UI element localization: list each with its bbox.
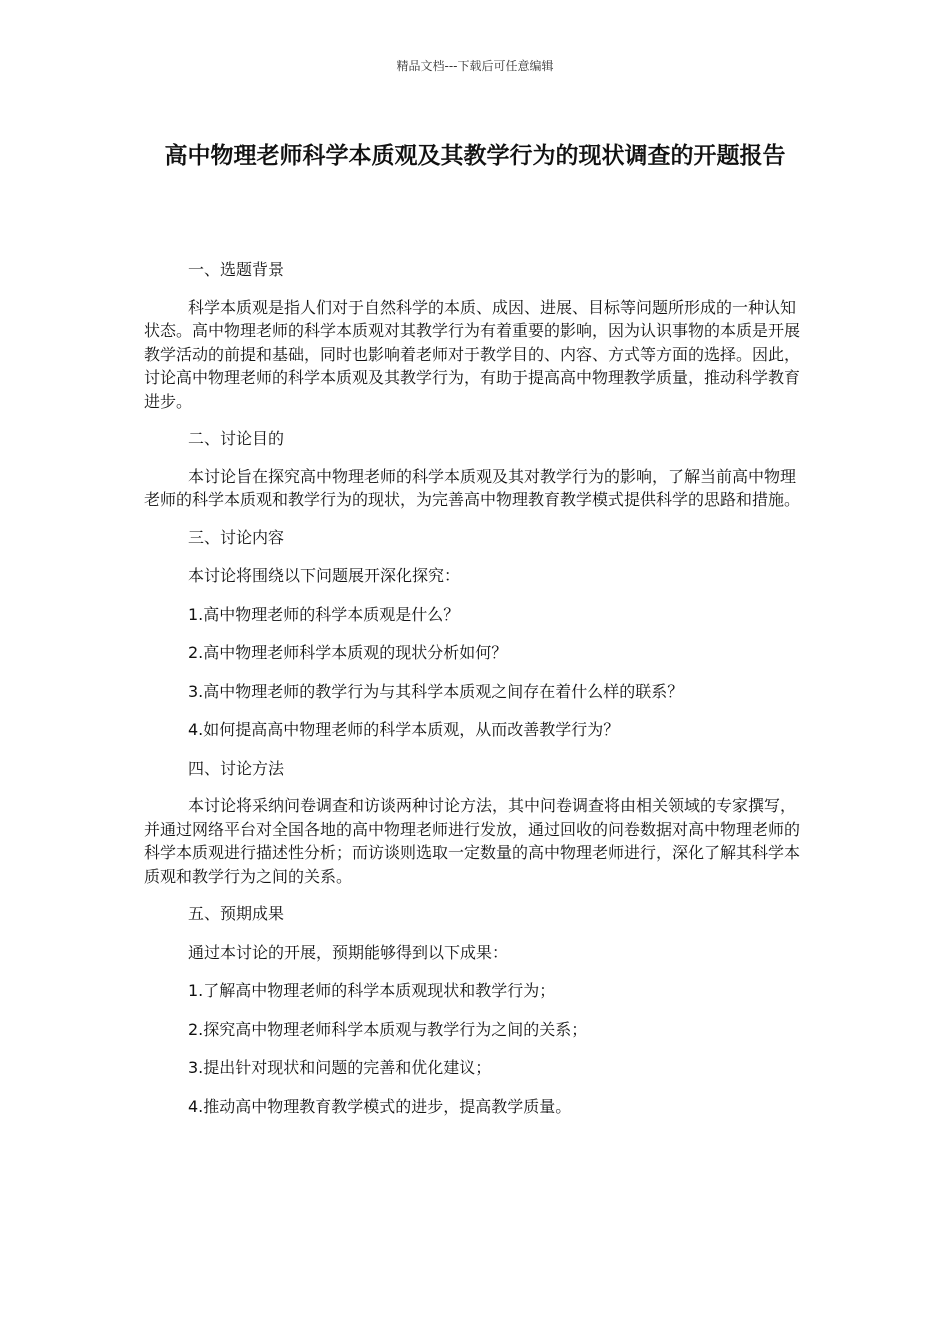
- paragraph-purpose: 本讨论旨在探究高中物理老师的科学本质观及其对教学行为的影响，了解当前高中物理老师的科学本质观和教学行为的现状，为完善高中物理教育教学模式提供科学的思路和措施。: [144, 466, 801, 509]
- list-item: 2.高中物理老师科学本质观的现状分析如何？: [188, 643, 508, 662]
- section-heading-purpose: 二、讨论目的: [188, 429, 285, 448]
- list-item: 4.推动高中物理教育教学模式的进步，提高教学质量。: [188, 1096, 572, 1116]
- list-item: 3.提出针对现状和问题的完善和优化建议；: [188, 1058, 492, 1077]
- paragraph-method: 本讨论将采纳问卷调查和访谈两种讨论方法，其中问卷调查将由相关领域的专家撰写，并通过网络平台对全国各地的高中物理老师进行发放，通过回收的问卷数据对高中物理老师的科学本质观进行描述性分析；而访谈则选取一定数量的高中物理老师进行，深化了解其科学本质观和教学行为之间的关系。: [144, 796, 801, 886]
- section-heading-method: 四、讨论方法: [188, 758, 285, 778]
- list-item: 4.如何提高高中物理老师的科学本质观，从而改善教学行为？: [188, 720, 620, 739]
- document-body: [144, 258, 806, 1118]
- results-intro: 通过本讨论的开展，预期能够得到以下成果：: [188, 942, 509, 962]
- list-item: 2.探究高中物理老师科学本质观与教学行为之间的关系；: [188, 1019, 588, 1039]
- list-item: 3.高中物理老师的教学行为与其科学本质观之间存在着什么样的联系？: [188, 681, 684, 701]
- document-title: 高中物理老师科学本质观及其教学行为的现状调查的开题报告: [164, 143, 786, 169]
- paragraph-background: 科学本质观是指人们对于自然科学的本质、成因、进展、目标等问题所形成的一种认知状态。高中物理老师的科学本质观对其教学行为有着重要的影响，因为认识事物的本质是开展教学活动的前提和基础，同时也影响着老师对于教学目的、内容、方式等方面的选择。因此，讨论高中物理老师的科学本质观及其教学行为，有助于提高高中物理教学质量，推动科学教育进步。: [144, 297, 801, 411]
- page-header: 精品文档---下载后可任意编辑: [396, 59, 554, 73]
- section-heading-background: 一、选题背景: [188, 260, 285, 279]
- list-item: 1.高中物理老师的科学本质观是什么？: [188, 604, 460, 624]
- section-heading-content: 三、讨论内容: [188, 527, 285, 547]
- list-item: 1.了解高中物理老师的科学本质观现状和教学行为；: [188, 981, 556, 1000]
- section-heading-results: 五、预期成果: [188, 904, 285, 923]
- content-intro: 本讨论将围绕以下问题展开深化探究：: [188, 566, 461, 585]
